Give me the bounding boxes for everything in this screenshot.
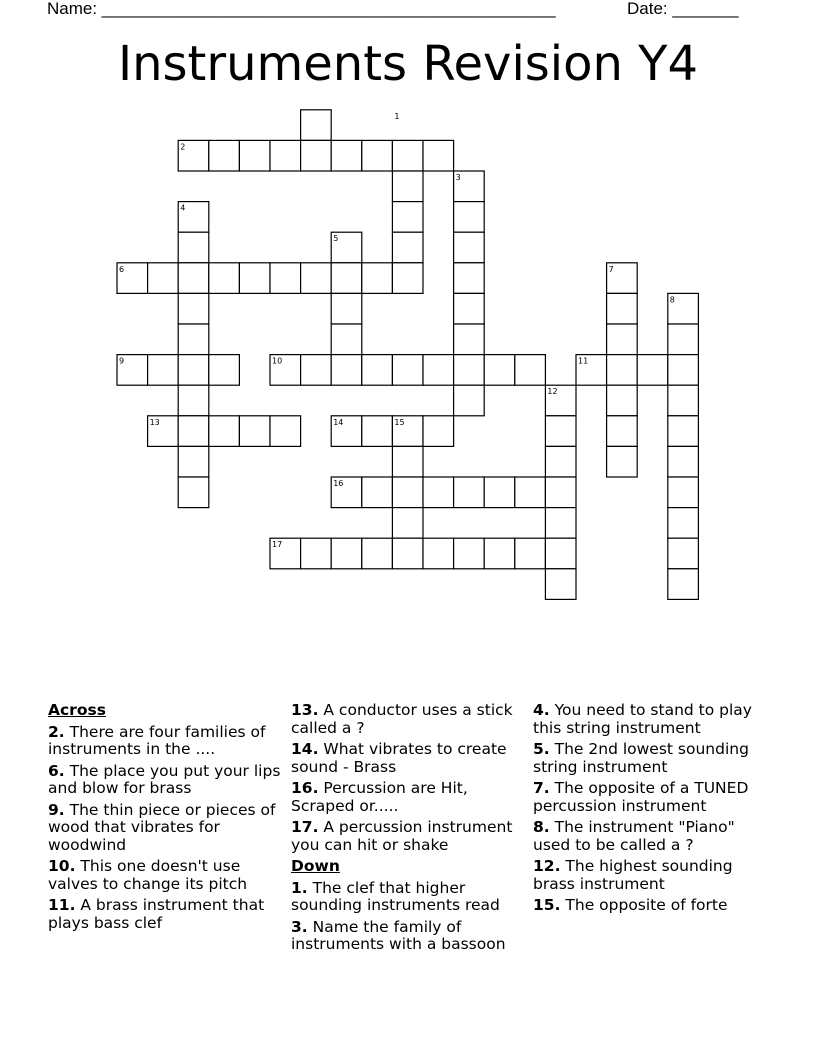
clue-text: The highest sounding brass instrument: [533, 857, 733, 893]
grid-cell[interactable]: [331, 263, 362, 294]
clue-text: The 2nd lowest sounding string instrument: [533, 740, 749, 776]
cell-number: 16: [333, 479, 344, 488]
grid-cell[interactable]: [668, 355, 699, 386]
name-field-label[interactable]: Name: ________________________________________________: [47, 0, 556, 18]
clue-text: What vibrates to create sound - Brass: [291, 740, 507, 776]
clue-number: 6.: [48, 761, 65, 780]
grid-cell[interactable]: [178, 446, 209, 477]
grid-cell[interactable]: [545, 538, 576, 569]
cell-number: 15: [394, 417, 405, 427]
grid-cell[interactable]: [423, 416, 454, 447]
date-field-label[interactable]: Date: _______: [627, 0, 739, 18]
clue-text: There are four families of instruments in the ....: [48, 722, 266, 758]
clue-number: 10.: [48, 857, 76, 875]
clue-text: You need to stand to play this string instrument: [533, 701, 752, 737]
grid-cell[interactable]: [362, 355, 393, 386]
grid-cell[interactable]: [484, 477, 515, 508]
cell-number: 3: [455, 173, 461, 182]
cell-number: 5: [333, 234, 339, 244]
clue-number: 4.: [533, 701, 550, 719]
grid-cell[interactable]: [362, 416, 393, 447]
grid-cell[interactable]: [545, 569, 576, 600]
grid-cell[interactable]: [209, 140, 240, 171]
grid-cell[interactable]: [301, 538, 332, 569]
grid-cell[interactable]: [392, 171, 423, 202]
grid-cell[interactable]: [392, 140, 423, 171]
clue-text: A brass instrument that plays bass clef: [48, 896, 265, 932]
grid-cell[interactable]: [209, 416, 240, 447]
clue-number: 11.: [48, 896, 76, 914]
grid-cell[interactable]: [515, 355, 546, 386]
cell-number: 14: [333, 417, 344, 427]
grid-cell[interactable]: [239, 416, 270, 447]
cell-number: 17: [272, 540, 283, 550]
cell-number: 2: [180, 142, 186, 152]
clue-text: Name the family of instruments with a bassoon: [291, 917, 506, 953]
grid-cell[interactable]: [362, 140, 393, 171]
clues-column-3: [533, 702, 753, 919]
grid-cell[interactable]: [209, 263, 240, 294]
grid-cell[interactable]: [178, 293, 209, 324]
grid-cell[interactable]: [454, 355, 485, 386]
grid-cell[interactable]: [545, 416, 576, 447]
grid-cell[interactable]: [178, 416, 209, 447]
clue-text: The instrument "Piano" used to be called a ?: [533, 818, 735, 854]
grid-cell[interactable]: [178, 232, 209, 263]
grid-cell[interactable]: [423, 477, 454, 508]
clue-number: 17.: [291, 818, 319, 836]
cell-number: 6: [119, 264, 125, 274]
grid-cell[interactable]: [423, 355, 454, 386]
grid-cell[interactable]: [545, 508, 576, 539]
clue-number: 1.: [291, 878, 308, 897]
grid-cell[interactable]: [668, 538, 699, 569]
grid-cell[interactable]: [301, 140, 332, 171]
grid-cell[interactable]: [423, 538, 454, 569]
down-clue-5: [533, 741, 753, 776]
grid-cell[interactable]: [484, 538, 515, 569]
grid-cell[interactable]: [362, 263, 393, 294]
grid-cell[interactable]: [270, 263, 301, 294]
clue-number: 14.: [291, 740, 319, 758]
grid-cell[interactable]: [454, 538, 485, 569]
cell-number: 8: [669, 295, 675, 305]
clue-text: The thin piece or pieces of wood that vibrates for woodwind: [48, 800, 276, 854]
grid-cell[interactable]: [270, 140, 301, 171]
grid-cell[interactable]: [607, 416, 638, 447]
clue-text: The place you put your lips and blow for brass: [48, 761, 281, 797]
cell-number: 11: [578, 356, 589, 366]
grid-cell[interactable]: [668, 416, 699, 447]
across-clue-10: [48, 858, 284, 893]
grid-cell[interactable]: [392, 446, 423, 477]
grid-cell[interactable]: [545, 477, 576, 508]
clue-text: A conductor uses a stick called a ?: [291, 701, 513, 737]
grid-cell[interactable]: [515, 477, 546, 508]
across-clue-14: [291, 741, 523, 776]
grid-cell[interactable]: [148, 355, 179, 386]
grid-cell[interactable]: [392, 263, 423, 294]
grid-cell[interactable]: [392, 232, 423, 263]
grid-cell[interactable]: [178, 263, 209, 294]
grid-cell[interactable]: [301, 110, 332, 141]
clue-number: 3.: [291, 917, 308, 936]
grid-cell[interactable]: [668, 446, 699, 477]
grid-cell[interactable]: [178, 324, 209, 355]
clue-text: This one doesn't use valves to change its pitch: [48, 857, 248, 893]
cell-number: 9: [119, 356, 125, 366]
grid-cell[interactable]: [331, 140, 362, 171]
grid-cell[interactable]: [331, 355, 362, 386]
grid-cell[interactable]: [239, 140, 270, 171]
grid-cell[interactable]: [331, 538, 362, 569]
grid-cell[interactable]: [607, 293, 638, 324]
clue-text: The opposite of a TUNED percussion instrument: [533, 779, 749, 815]
cell-number: 12: [547, 387, 558, 397]
clue-number: 15.: [533, 896, 561, 914]
grid-cell[interactable]: [301, 355, 332, 386]
grid-cell[interactable]: [331, 324, 362, 355]
grid-cell[interactable]: [607, 385, 638, 416]
grid-cell[interactable]: [178, 385, 209, 416]
grid-cell[interactable]: [392, 538, 423, 569]
grid-cell[interactable]: [637, 355, 668, 386]
down-clue-4: [533, 702, 753, 737]
grid-cell[interactable]: [454, 232, 485, 263]
grid-cell[interactable]: [668, 477, 699, 508]
grid-cell[interactable]: [454, 202, 485, 233]
clue-text: The opposite of forte: [565, 896, 728, 914]
grid-cell[interactable]: [270, 416, 301, 447]
grid-cell[interactable]: [515, 538, 546, 569]
cell-number: 1: [394, 111, 400, 121]
grid-cell[interactable]: [545, 446, 576, 477]
grid-cell[interactable]: [454, 385, 485, 416]
across-clue-11: [48, 897, 284, 932]
grid-cell[interactable]: [392, 355, 423, 386]
grid-cell[interactable]: [362, 477, 393, 508]
grid-cell[interactable]: [301, 263, 332, 294]
grid-cell[interactable]: [392, 477, 423, 508]
cell-number: 10: [272, 356, 283, 366]
grid-cell[interactable]: [331, 293, 362, 324]
grid-cell[interactable]: [148, 263, 179, 294]
clue-number: 5.: [533, 740, 550, 758]
grid-cell[interactable]: [668, 508, 699, 539]
across-clue-17: [291, 819, 523, 854]
down-clue-1: [291, 880, 523, 915]
clues-column-2: [291, 702, 523, 958]
cell-number: 7: [608, 264, 614, 274]
clue-text: The clef that higher sounding instruments read: [291, 878, 500, 914]
grid-cell[interactable]: [454, 324, 485, 355]
grid-cell[interactable]: [668, 569, 699, 600]
clue-text: A percussion instrument you can hit or shake: [291, 818, 513, 854]
clue-text: Percussion are Hit, Scraped or.....: [291, 779, 468, 815]
across-clue-6: [48, 763, 284, 798]
grid-cell[interactable]: [668, 385, 699, 416]
grid-cell[interactable]: [423, 140, 454, 171]
clues-column-1: [48, 702, 284, 936]
grid-cell[interactable]: [178, 355, 209, 386]
clue-number: 13.: [291, 701, 319, 719]
clue-number: 12.: [533, 857, 561, 875]
grid-cell[interactable]: [362, 538, 393, 569]
clue-number: 2.: [48, 722, 65, 741]
grid-cell[interactable]: [607, 355, 638, 386]
cell-number: 4: [180, 203, 186, 213]
grid-cell[interactable]: [392, 202, 423, 233]
across-clue-9: [48, 802, 284, 855]
clue-number: 9.: [48, 800, 65, 819]
across-clue-2: [48, 724, 284, 759]
cell-number: 13: [149, 417, 160, 427]
grid-cell[interactable]: [454, 293, 485, 324]
grid-cell[interactable]: [239, 263, 270, 294]
down-clue-3: [291, 919, 523, 954]
clue-number: 16.: [291, 779, 319, 797]
clue-number: 8.: [533, 818, 550, 836]
down-clue-12: [533, 858, 753, 893]
grid-cell[interactable]: [607, 324, 638, 355]
across-clue-16: [291, 780, 523, 815]
clue-number: 7.: [533, 779, 550, 797]
down-clue-7: [533, 780, 753, 815]
grid-cell[interactable]: [454, 477, 485, 508]
grid-cell[interactable]: [209, 355, 240, 386]
grid-cell[interactable]: [607, 446, 638, 477]
grid-cell[interactable]: [178, 477, 209, 508]
down-heading: Down: [291, 857, 340, 875]
down-clue-8: [533, 819, 753, 854]
grid-cell[interactable]: [392, 508, 423, 539]
grid-cell[interactable]: [454, 263, 485, 294]
grid-cell[interactable]: [668, 324, 699, 355]
across-clue-13: [291, 702, 523, 737]
page-title: Instruments Revision Y4: [117, 36, 699, 92]
across-heading: Across: [48, 701, 106, 719]
grid-cell[interactable]: [484, 355, 515, 386]
down-clue-15: [533, 897, 753, 915]
